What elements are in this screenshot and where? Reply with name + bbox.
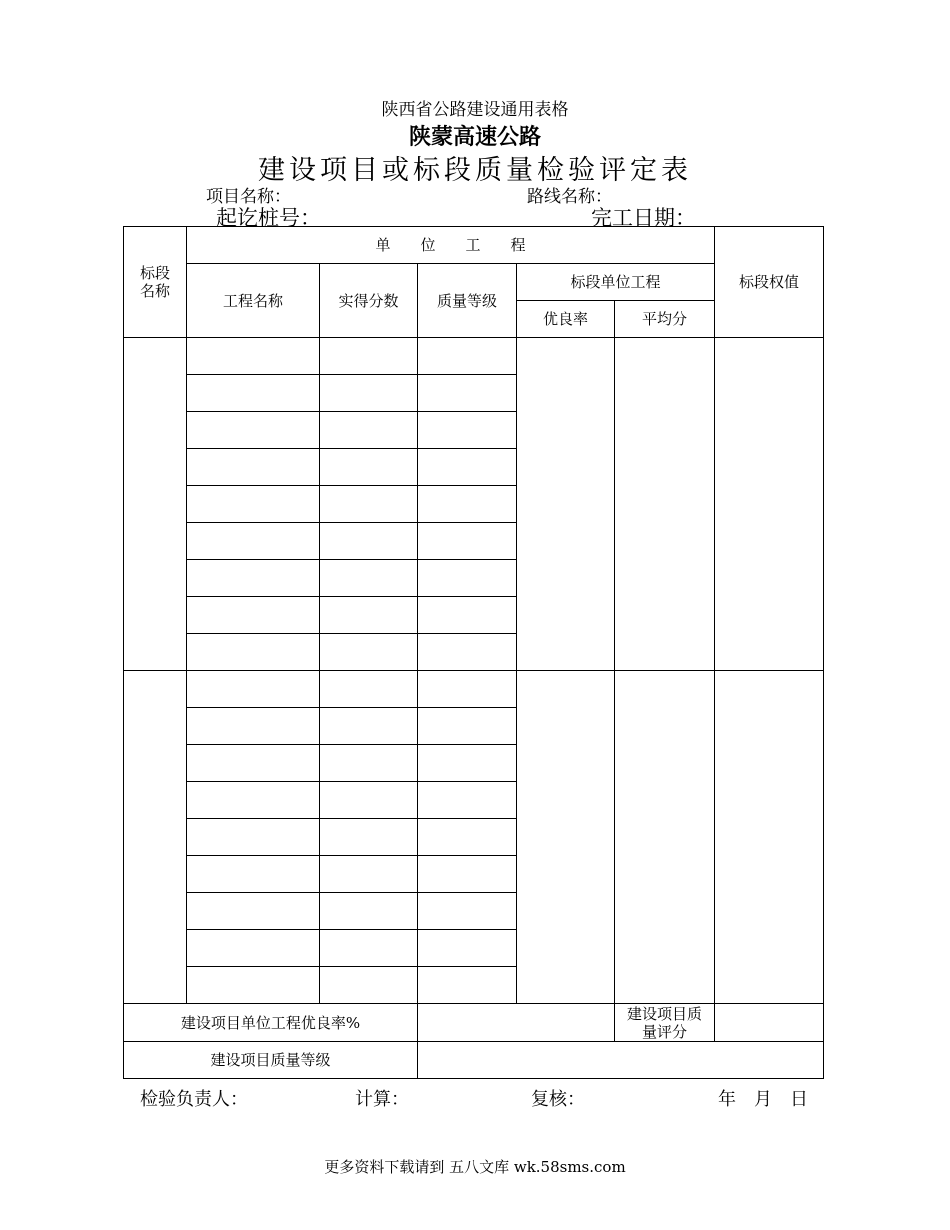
col-header-excellent-rate: 优良率	[517, 301, 615, 338]
average-score-cell[interactable]	[615, 338, 715, 671]
route-name-label: 路线名称：	[527, 187, 612, 207]
actual-score-cell[interactable]	[320, 597, 418, 634]
form-category-title: 陕西省公路建设通用表格	[381, 100, 569, 120]
quality-score-value[interactable]	[715, 1004, 824, 1042]
project-name-cell[interactable]	[187, 523, 320, 560]
project-name-cell[interactable]	[187, 782, 320, 819]
completion-date-label: 完工日期：	[591, 206, 696, 230]
quality-score-label-cell	[615, 1004, 715, 1042]
project-name-cell[interactable]	[187, 856, 320, 893]
col-header-actual-score: 实得分数	[320, 264, 418, 338]
col-header-section-unit-project: 标段单位工程	[517, 264, 715, 301]
col-header-unit-project: 单 位 工 程	[187, 227, 715, 264]
project-name-cell[interactable]	[187, 745, 320, 782]
actual-score-cell[interactable]	[320, 708, 418, 745]
project-name-cell[interactable]	[187, 597, 320, 634]
project-name-cell[interactable]	[187, 486, 320, 523]
footer-link[interactable]: 更多资料下载请到 五八文库 wk.58sms.com	[324, 1158, 626, 1176]
inspector-label: 检验负责人：	[140, 1089, 248, 1110]
quality-grade-cell[interactable]	[418, 893, 517, 930]
col-header-project-name: 工程名称	[187, 264, 320, 338]
actual-score-cell[interactable]	[320, 671, 418, 708]
actual-score-cell[interactable]	[320, 486, 418, 523]
quality-grade-cell[interactable]	[418, 856, 517, 893]
quality-grade-cell[interactable]	[418, 671, 517, 708]
quality-grade-cell[interactable]	[418, 560, 517, 597]
quality-grade-cell[interactable]	[418, 597, 517, 634]
project-name-cell[interactable]	[187, 560, 320, 597]
date-label: 年 月 日	[718, 1089, 808, 1110]
project-name-cell[interactable]	[187, 375, 320, 412]
project-name-cell[interactable]	[187, 893, 320, 930]
calculator-label: 计算：	[355, 1089, 409, 1110]
average-score-cell[interactable]	[615, 671, 715, 1004]
section-weight-cell[interactable]	[715, 671, 824, 1004]
quality-grade-value[interactable]	[418, 1042, 824, 1079]
quality-grade-cell[interactable]	[418, 708, 517, 745]
station-label: 起讫桩号：	[216, 206, 321, 230]
project-name-cell[interactable]	[187, 671, 320, 708]
excellent-rate-row-label: 建设项目单位工程优良率%	[124, 1004, 418, 1042]
section-name-cell[interactable]	[124, 671, 187, 1004]
quality-score-label: 建设项目质 量评分	[626, 1004, 702, 1041]
actual-score-cell[interactable]	[320, 560, 418, 597]
quality-grade-cell[interactable]	[418, 486, 517, 523]
project-name-cell[interactable]	[187, 819, 320, 856]
actual-score-cell[interactable]	[320, 893, 418, 930]
project-title: 陕蒙高速公路	[408, 125, 541, 150]
actual-score-cell[interactable]	[320, 819, 418, 856]
actual-score-cell[interactable]	[320, 782, 418, 819]
project-name-cell[interactable]	[187, 930, 320, 967]
project-name-cell[interactable]	[187, 967, 320, 1004]
form-title: 建设项目或标段质量检验评定表	[258, 155, 692, 186]
project-name-label: 项目名称：	[206, 187, 291, 207]
quality-grade-row-label: 建设项目质量等级	[124, 1042, 418, 1079]
actual-score-cell[interactable]	[320, 856, 418, 893]
reviewer-label: 复核：	[531, 1089, 585, 1110]
quality-grade-cell[interactable]	[418, 819, 517, 856]
actual-score-cell[interactable]	[320, 449, 418, 486]
project-name-cell[interactable]	[187, 412, 320, 449]
project-name-cell[interactable]	[187, 708, 320, 745]
quality-grade-cell[interactable]	[418, 412, 517, 449]
col-header-section-weight: 标段权值	[715, 227, 824, 338]
quality-grade-cell[interactable]	[418, 523, 517, 560]
evaluation-table	[123, 226, 824, 1079]
quality-grade-cell[interactable]	[418, 634, 517, 671]
quality-grade-cell[interactable]	[418, 449, 517, 486]
actual-score-cell[interactable]	[320, 375, 418, 412]
excellent-rate-value[interactable]	[418, 1004, 615, 1042]
col-header-quality-grade: 质量等级	[418, 264, 517, 338]
actual-score-cell[interactable]	[320, 338, 418, 375]
actual-score-cell[interactable]	[320, 634, 418, 671]
actual-score-cell[interactable]	[320, 967, 418, 1004]
actual-score-cell[interactable]	[320, 930, 418, 967]
actual-score-cell[interactable]	[320, 412, 418, 449]
actual-score-cell[interactable]	[320, 745, 418, 782]
quality-grade-cell[interactable]	[418, 967, 517, 1004]
col-header-section-name-text: 标段 名称	[139, 264, 170, 300]
col-header-average-score: 平均分	[615, 301, 715, 338]
project-name-cell[interactable]	[187, 338, 320, 375]
section-weight-cell[interactable]	[715, 338, 824, 671]
actual-score-cell[interactable]	[320, 523, 418, 560]
excellent-rate-cell[interactable]	[517, 338, 615, 671]
quality-grade-cell[interactable]	[418, 338, 517, 375]
project-name-cell[interactable]	[187, 449, 320, 486]
quality-grade-cell[interactable]	[418, 745, 517, 782]
col-header-section-name	[124, 227, 187, 338]
excellent-rate-cell[interactable]	[517, 671, 615, 1004]
section-name-cell[interactable]	[124, 338, 187, 671]
quality-grade-cell[interactable]	[418, 782, 517, 819]
project-name-cell[interactable]	[187, 634, 320, 671]
quality-grade-cell[interactable]	[418, 375, 517, 412]
quality-grade-cell[interactable]	[418, 930, 517, 967]
